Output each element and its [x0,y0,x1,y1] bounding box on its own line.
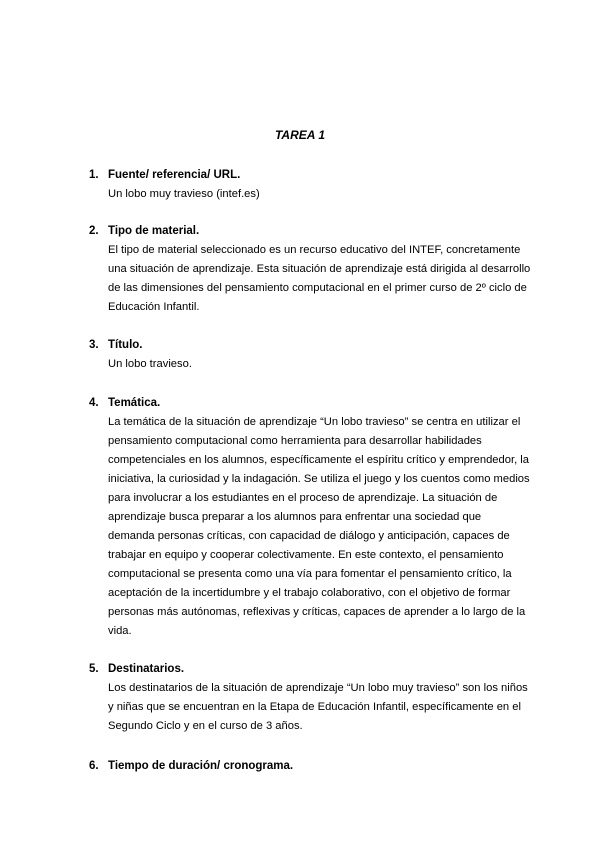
paragraph-line: Un lobo muy travieso (intef.es) [108,188,260,200]
section-body [108,185,529,204]
paragraph-line: Un lobo travieso. [108,358,192,370]
paragraph-line: Segundo Ciclo y en el curso de 3 años. [108,720,303,732]
document-title: TAREA 1 [274,128,325,142]
paragraph-line: computacional se presenta como una vía para fomentar el pensamiento crítico, la [108,568,512,580]
section-duration [89,757,529,776]
paragraph-line: y niñas que se encuentran en la Etapa de Educación Infantil, específicamente en el [108,701,521,713]
section-body [108,413,529,641]
paragraph-line: personas más autónomas, reflexivas y críticas, capaces de aprender a lo largo de la [108,606,526,618]
paragraph-line: una situación de aprendizaje. Esta situación de aprendizaje está dirigida al desarrollo [108,263,531,275]
section-heading: Título. [108,339,143,351]
section-audience [89,660,529,736]
paragraph-line: iniciativa, la curiosidad y la indagación. Se utiliza el juego y los cuentos como medios [108,473,530,485]
paragraph-line: aceptación de la incertidumbre y el trabajo colaborativo, con el objetivo de formar [108,587,511,599]
paragraph-line: La temática de la situación de aprendizaje “Un lobo travieso” se centra en utilizar el [108,416,521,428]
paragraph-line: vida. [108,625,132,637]
section-header [89,166,529,185]
section-material-type [89,222,529,317]
paragraph-line: trabajar en equipo y cooperar colectivamente. En este contexto, el pensamiento [108,549,504,561]
paragraph-line: aprendizaje busca preparar a los alumnos para enfrentar una sociedad que [108,511,482,523]
section-body [108,355,529,374]
section-header [89,336,529,355]
section-number: 1. [89,169,99,181]
paragraph-line: Los destinatarios de la situación de aprendizaje “Un lobo muy travieso” son los niños [108,682,528,694]
section-heading: Destinatarios. [108,663,185,675]
section-title [89,336,529,374]
section-body [108,679,529,736]
section-number: 3. [89,339,99,351]
section-topic [89,394,529,641]
section-number: 6. [89,760,99,772]
section-header [89,394,529,413]
paragraph-line: Educación Infantil. [108,301,200,313]
paragraph-line: pensamiento computacional como herramienta para desarrollar habilidades [108,435,482,447]
section-heading: Fuente/ referencia/ URL. [108,169,241,181]
section-number: 2. [89,225,99,237]
paragraph-line: competenciales en los alumnos, específicamente el espíritu crítico y emprendedor, la [108,454,529,466]
section-source [89,166,529,204]
paragraph-line: de las dimensiones del pensamiento computacional en el primer curso de 2º ciclo de [108,282,527,294]
paragraph-line: El tipo de material seleccionado es un recurso educativo del INTEF, concretamente [108,244,521,256]
section-number: 5. [89,663,99,675]
section-heading: Tiempo de duración/ cronograma. [108,760,294,772]
section-heading: Temática. [108,397,161,409]
paragraph-line: demanda personas críticas, con capacidad de diálogo y anticipación, capaces de [108,530,510,542]
section-body [108,241,529,317]
section-header [89,757,529,776]
section-number: 4. [89,397,99,409]
section-heading: Tipo de material. [108,225,200,237]
section-header [89,660,529,679]
paragraph-line: para involucrar a los estudiantes en el proceso de aprendizaje. La situación de [108,492,498,504]
section-header [89,222,529,241]
